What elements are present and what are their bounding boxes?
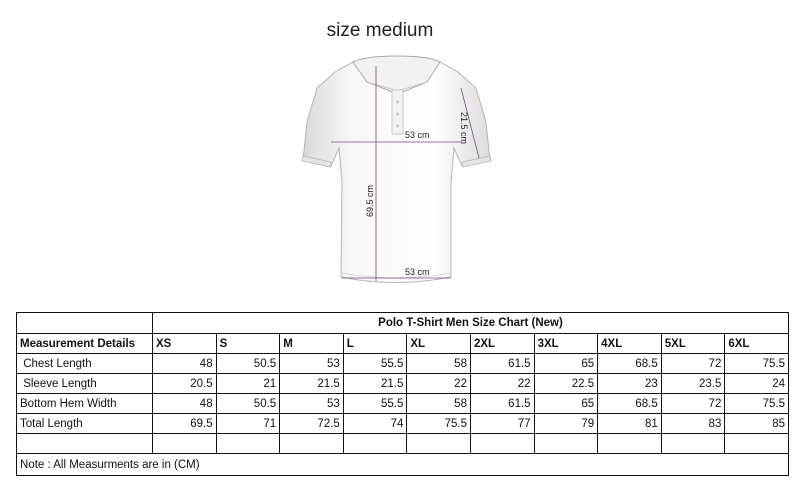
table-cell: 53 xyxy=(280,354,344,374)
table-cell: 83 xyxy=(661,414,725,434)
size-header: 3XL xyxy=(534,334,598,354)
table-title: Polo T-Shirt Men Size Chart (New) xyxy=(153,313,789,334)
table-cell: 20.5 xyxy=(153,374,217,394)
empty-cell xyxy=(17,434,153,454)
table-cell: 48 xyxy=(153,354,217,374)
empty-cell xyxy=(661,434,725,454)
measurement-note: Note : All Measurments are in (CM) xyxy=(17,454,789,476)
table-cell: 75.5 xyxy=(407,414,471,434)
table-cell: 22 xyxy=(407,374,471,394)
table-cell: 65 xyxy=(534,354,598,374)
table-cell: 22 xyxy=(470,374,534,394)
table-cell: 21 xyxy=(216,374,280,394)
table-cell: 68.5 xyxy=(598,354,662,374)
row-label: Bottom Hem Width xyxy=(17,394,153,414)
table-cell: 53 xyxy=(280,394,344,414)
table-cell: 74 xyxy=(343,414,407,434)
size-header: 4XL xyxy=(598,334,662,354)
table-cell: 23 xyxy=(598,374,662,394)
hem-measure-label: 53 cm xyxy=(405,267,430,277)
chest-measure-label: 53 cm xyxy=(405,130,430,140)
table-cell: 55.5 xyxy=(343,394,407,414)
table-top-row xyxy=(17,313,789,334)
polo-shirt-diagram xyxy=(295,52,500,287)
table-cell: 79 xyxy=(534,414,598,434)
table-cell: 21.5 xyxy=(280,374,344,394)
table-row-chest xyxy=(17,354,789,374)
empty-cell xyxy=(598,434,662,454)
table-cell: 58 xyxy=(407,394,471,414)
table-cell: 81 xyxy=(598,414,662,434)
table-cell: 75.5 xyxy=(725,354,789,374)
table-cell: 71 xyxy=(216,414,280,434)
page-heading: size medium xyxy=(326,20,434,41)
table-cell: 24 xyxy=(725,374,789,394)
empty-cell xyxy=(725,434,789,454)
empty-cell xyxy=(534,434,598,454)
blank-cell xyxy=(17,313,153,334)
size-header: 5XL xyxy=(661,334,725,354)
table-cell: 58 xyxy=(407,354,471,374)
table-cell: 65 xyxy=(534,394,598,414)
size-header: XL xyxy=(407,334,471,354)
table-row-length xyxy=(17,414,789,434)
row-label: Total Length xyxy=(17,414,153,434)
table-row-hem xyxy=(17,394,789,414)
table-cell: 72.5 xyxy=(280,414,344,434)
table-cell: 75.5 xyxy=(725,394,789,414)
table-row-sleeve xyxy=(17,374,789,394)
size-header: M xyxy=(280,334,344,354)
empty-cell xyxy=(216,434,280,454)
table-cell: 61.5 xyxy=(470,354,534,374)
table-cell: 50.5 xyxy=(216,394,280,414)
size-header: L xyxy=(343,334,407,354)
table-cell: 50.5 xyxy=(216,354,280,374)
table-cell: 61.5 xyxy=(470,394,534,414)
sleeve-measure-label: 21.5 cm xyxy=(459,112,469,145)
measurement-details-header: Measurement Details xyxy=(17,334,153,354)
table-cell: 22.5 xyxy=(534,374,598,394)
size-header: XS xyxy=(153,334,217,354)
empty-cell xyxy=(280,434,344,454)
row-label: Chest Length xyxy=(17,354,153,374)
table-cell: 55.5 xyxy=(343,354,407,374)
table-cell: 21.5 xyxy=(343,374,407,394)
empty-cell xyxy=(153,434,217,454)
table-cell: 72 xyxy=(661,354,725,374)
length-measure-label: 69.5 cm xyxy=(365,184,375,217)
table-note-row xyxy=(17,454,789,476)
table-cell: 68.5 xyxy=(598,394,662,414)
size-header: S xyxy=(216,334,280,354)
table-cell: 48 xyxy=(153,394,217,414)
table-cell: 23.5 xyxy=(661,374,725,394)
size-chart-table xyxy=(16,312,789,476)
table-cell: 85 xyxy=(725,414,789,434)
empty-cell xyxy=(343,434,407,454)
size-header: 6XL xyxy=(725,334,789,354)
table-cell: 72 xyxy=(661,394,725,414)
empty-cell xyxy=(470,434,534,454)
table-cell: 69.5 xyxy=(153,414,217,434)
table-empty-row xyxy=(17,434,789,454)
table-header-row xyxy=(17,334,789,354)
size-header: 2XL xyxy=(470,334,534,354)
row-label: Sleeve Length xyxy=(17,374,153,394)
empty-cell xyxy=(407,434,471,454)
table-cell: 77 xyxy=(470,414,534,434)
